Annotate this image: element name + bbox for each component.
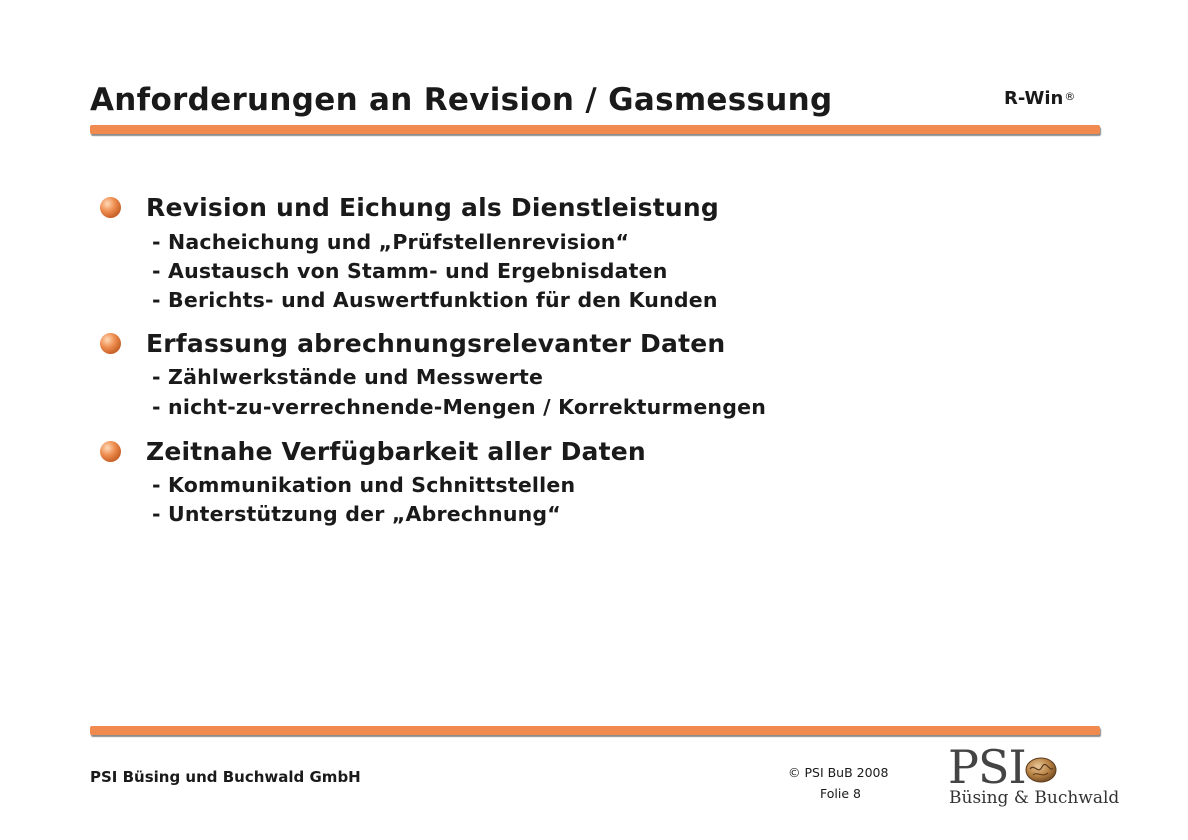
registered-mark: ® (1064, 90, 1076, 103)
product-brand (1004, 88, 1075, 109)
bullet-icon (100, 441, 121, 462)
section-heading: Erfassung abrechnungsrelevanter Daten (146, 329, 726, 358)
section-heading: Zeitnahe Verfügbarkeit aller Daten (146, 437, 646, 466)
bullet-icon (100, 333, 121, 354)
psi-logo: PSI (948, 740, 1026, 794)
footer-company: PSI Büsing und Buchwald GmbH (90, 768, 361, 786)
brand-name: R-Win (1004, 88, 1064, 109)
section-heading: Revision und Eichung als Dienstleistung (146, 193, 719, 222)
header-divider (90, 125, 1100, 134)
list-item: - Nacheichung und „Prüfstellenrevision“ (152, 230, 630, 254)
list-item: - Berichts- und Auswertfunktion für den Kunden (152, 288, 718, 312)
copyright: © PSI BuB 2008 (788, 765, 889, 780)
list-item: - nicht-zu-verrechnende-Mengen / Korrekturmengen (152, 395, 766, 419)
slide-number: Folie 8 (820, 786, 861, 801)
walnut-icon (1024, 756, 1058, 784)
slide-title: Anforderungen an Revision / Gasmessung (90, 82, 833, 118)
footer-divider (90, 726, 1100, 735)
list-item: - Zählwerkstände und Messwerte (152, 365, 544, 389)
list-item: - Austausch von Stamm- und Ergebnisdaten (152, 259, 668, 283)
list-item: - Unterstützung der „Abrechnung“ (152, 502, 561, 526)
bullet-icon (100, 197, 121, 218)
list-item: - Kommunikation und Schnittstellen (152, 473, 576, 497)
logo-subtext: Büsing & Buchwald (949, 788, 1120, 808)
